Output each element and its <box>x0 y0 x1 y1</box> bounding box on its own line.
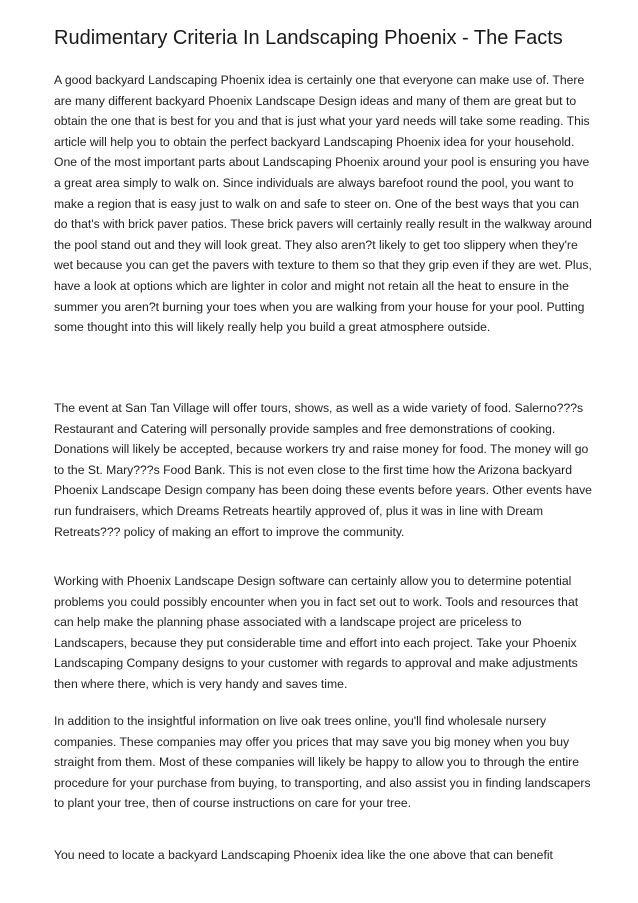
paragraph-design-software: Working with Phoenix Landscape Design software can certainly allow you to determine potential problems you could possibly encounter when you in fact set out to work. Tools and resources that can help make the planning phase associated with a landscape project are priceless to Landscapers, because they put considerable time and effort into each project. Take your Phoenix Landscaping Company designs to your customer with regards to approval and make adjustments then where there, which is very handy and saves time. <box>54 574 579 691</box>
paragraph-intro: A good backyard Landscaping Phoenix idea is certainly one that everyone can make use of. There are many different backyard Phoenix Landscape Design ideas and many of them are great but to obtain the one that is best for you and that is just what your yard needs will take some reading. This article will help you to obtain the perfect backyard Landscaping Phoenix idea for your household. One of the most important parts about Landscaping Phoenix around your pool is ensuring you have a great area simply to walk on. Since individuals are always barefoot round the pool, you want to make a region that is easy just to walk on and safe to steer on. One of the best ways that you can do that's with brick paver patios. These brick pavers will certainly really result in the walkway around the pool stand out and they will look great. They also aren?t likely to get too slippery when they're wet because you can get the pavers with texture to them so that they grip even if they are wet. Plus, have a look at options which are lighter in color and might not retain all the heat to ensure in the summer you aren?t burning your toes when you are walking from your house for your pool. Putting some thought into this will likely really help you build a great atmosphere outside. <box>54 73 592 335</box>
paragraph-san-tan-event: The event at San Tan Village will offer tours, shows, as well as a wide variety of food. Salerno???s Restaurant and Catering will personally provide samples and free demonstrations of cooking. Donations will likely be accepted, because workers try and raise money for food. The money will go to the St. Mary???s Food Bank. This is not even close to the first time how the Arizona backyard Phoenix Landscape Design company has been doing these events before years. Other events have run fundraisers, which Dreams Retreats heartily approved of, plus it was in line with Dream Retreats??? policy of making an effort to improve the community. <box>54 401 592 539</box>
page-title: Rudimentary Criteria In Landscaping Phoenix - The Facts <box>54 27 563 49</box>
paragraph-closing: You need to locate a backyard Landscaping Phoenix idea like the one above that can benefit <box>54 848 553 862</box>
paragraph-live-oak-trees: In addition to the insightful information on live oak trees online, you'll find wholesale nursery companies. These companies may offer you prices that may save you big money when you buy straight from them. Most of these companies will likely be happy to allow you to through the entire procedure for your purchase from buying, to transporting, and also assist you in finding landscapers to plant your tree, then of course instructions on care for your tree. <box>54 714 591 811</box>
